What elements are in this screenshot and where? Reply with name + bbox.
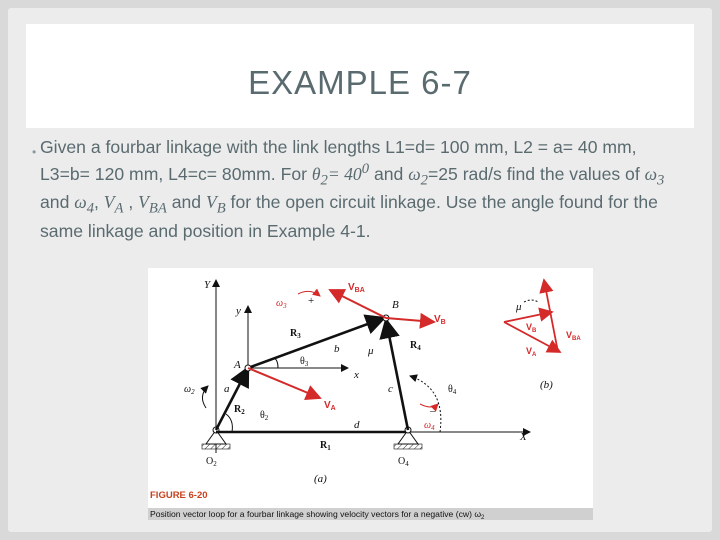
text-part: and: [40, 192, 75, 213]
polygon-mu-arc: [524, 300, 538, 302]
label-part-a: (a): [314, 473, 327, 485]
velocity-polygon: [504, 280, 581, 358]
label-part-b: (b): [540, 379, 553, 391]
label-mu-polygon: μ: [516, 301, 522, 313]
label-c: c: [388, 383, 393, 395]
omega2-sub: 2: [420, 172, 428, 189]
vector-vb: [386, 318, 434, 322]
text-part: and: [369, 163, 409, 184]
text-part: Given a fourbar linkage with the link lengths L1=d= 100 mm, L2 = a= 40 mm, L3=b= 120 mm, L4=c= 80mm. For: [40, 137, 637, 184]
ground-pivot-o2: [202, 427, 230, 449]
label-o2: $O_2$: [206, 456, 217, 468]
label-va: $V_A$: [324, 400, 336, 412]
label-theta4: $\theta_4$: [448, 384, 457, 396]
polygon-label-vb: $V_B$: [526, 322, 537, 334]
label-theta3: $\theta_3$: [300, 356, 309, 368]
label-Y: Y: [204, 279, 211, 291]
omega4-symbol: ω: [74, 192, 87, 213]
vba-sub: BA: [148, 200, 167, 217]
omega3-symbol: ω: [644, 163, 658, 184]
label-omega4: $\omega_4$: [424, 420, 435, 432]
bullet-icon: •: [32, 145, 37, 159]
label-x: x: [354, 369, 359, 381]
theta2-symbol: θ: [311, 163, 321, 184]
label-r2: $R_2$: [234, 404, 245, 416]
title-box: [26, 24, 694, 128]
link-r2: [216, 368, 248, 430]
degree-sup: 0: [361, 161, 370, 177]
vba-symbol: V: [138, 192, 149, 213]
label-X: X: [520, 431, 527, 443]
omega2-symbol: ω: [408, 163, 421, 184]
link-r4: [386, 320, 408, 430]
text-part: for the open circuit linkage. Use the angle found for the same linkage and position in Example 4-1.: [40, 192, 658, 241]
label-o4: $O_4$: [398, 456, 409, 468]
label-minus: –: [430, 405, 436, 417]
vb-symbol: V: [205, 192, 217, 213]
slide-title: EXAMPLE 6-7: [248, 64, 472, 101]
label-mu: μ: [368, 345, 374, 357]
theta2-arc: [226, 414, 232, 432]
label-vb: $V_B$: [434, 314, 446, 326]
problem-statement: [40, 136, 670, 242]
link-r3: [248, 318, 384, 368]
label-b: b: [334, 343, 340, 355]
label-B: B: [392, 299, 399, 311]
label-a: a: [224, 383, 230, 395]
label-d: d: [354, 419, 360, 431]
ground-pivot-o4: [394, 427, 422, 449]
label-r1: $R_1$: [320, 440, 331, 452]
text-part: and: [166, 192, 206, 213]
polygon-vba: [544, 280, 558, 352]
va-sub: A: [114, 200, 124, 217]
polygon-label-va: $V_A$: [526, 346, 537, 358]
text-part: ,: [123, 192, 139, 213]
theta2-sub: 2: [320, 172, 328, 189]
label-omega3: $\omega_3$: [276, 298, 287, 310]
text-part: =25 rad/s find the values of: [427, 163, 645, 184]
va-symbol: V: [103, 192, 115, 213]
linkage-diagram: [148, 268, 593, 520]
omega3-sub: 3: [657, 172, 665, 189]
label-plus: +: [308, 295, 315, 307]
label-theta2: $\theta_2$: [260, 410, 269, 422]
label-omega2: $\omega_2$: [184, 384, 195, 396]
label-vba: $V_{BA}$: [348, 282, 365, 294]
label-r3: $R_3$: [290, 328, 301, 340]
label-A: A: [234, 359, 241, 371]
figure-caption-text: Position vector loop for a fourbar linkage showing velocity vectors for a negative (cw) $\omega_2$: [150, 509, 485, 520]
omega4-sub: 4: [86, 200, 95, 217]
bullet-list: [32, 136, 670, 242]
label-y: y: [236, 305, 241, 317]
polygon-label-vba: $V_{BA}$: [566, 330, 581, 342]
vector-va: [248, 368, 320, 398]
vector-vba: [330, 290, 386, 318]
theta2-value: = 40: [327, 163, 362, 184]
text-part: ,: [94, 192, 104, 213]
figure-caption-title: FIGURE 6-20: [150, 490, 208, 501]
label-r4: $R_4$: [410, 340, 421, 352]
polygon-vb: [504, 312, 552, 322]
omega2-arc: [202, 386, 208, 408]
linkage-figure: [148, 268, 593, 520]
vb-sub: B: [216, 200, 226, 217]
